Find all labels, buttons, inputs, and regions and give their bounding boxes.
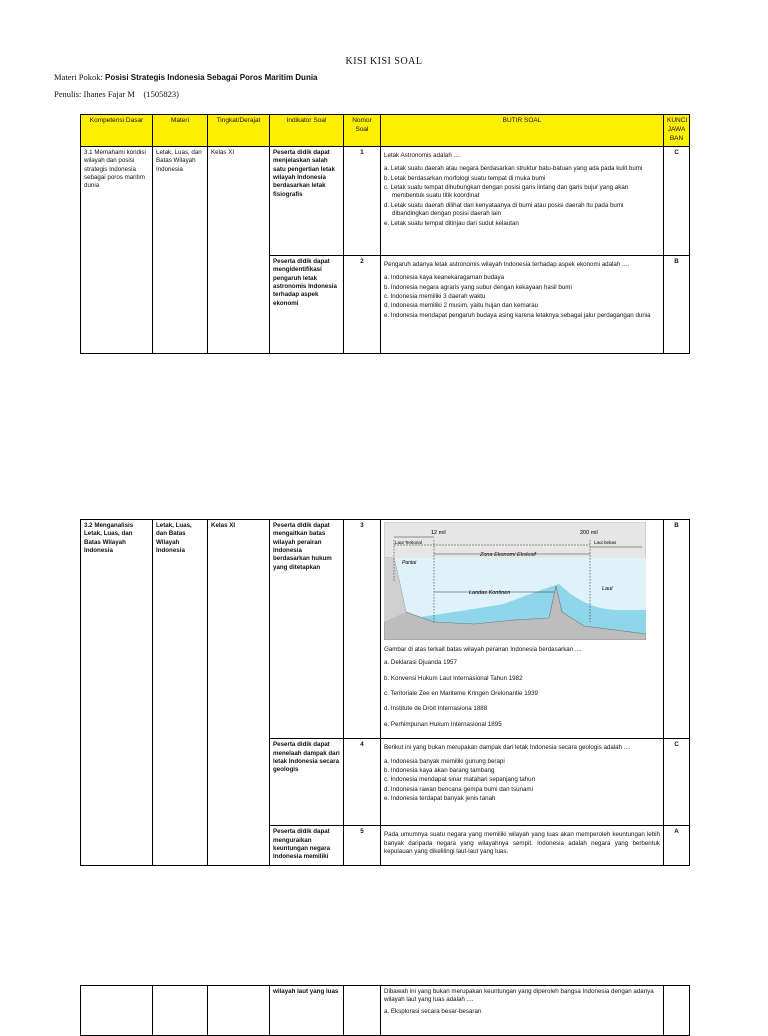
- nomor-cell: 1: [344, 147, 381, 256]
- label-laut: Laut: [602, 586, 613, 592]
- question-text: Gambar di atas terkait batas wilayah perairan Indonesia berdasarkan ....: [384, 646, 582, 653]
- option-b: b. Konvensi Hukum Laut Internasional Tahun 1982: [384, 674, 523, 682]
- indikator-cell: Peserta didik dapat menelaah dampak dari letak Indonesia secara geologis: [270, 739, 344, 826]
- penulis-line: [54, 89, 179, 99]
- materi-cell: [153, 986, 208, 1036]
- option-e: e. Letak suatu tempat ditinjau dari sudut kelautan: [384, 219, 519, 227]
- nomor-cell: 4: [344, 739, 381, 826]
- option-d: d. Institute de Droit Internasiona 1888: [384, 705, 488, 713]
- kd-cell: 3.2 Menganalisis Letak, Luas, dan Batas Wilayah Indonesia: [81, 520, 153, 866]
- header-materi: Materi: [153, 115, 208, 147]
- option-b: b. Indonesia negara agraris yang subur dengan kekayaan hasil bumi: [384, 283, 572, 291]
- question-cell: [381, 986, 664, 1036]
- kunci-cell: A: [664, 826, 690, 866]
- kunci-cell: B: [664, 520, 690, 739]
- kunci-cell: B: [664, 256, 690, 354]
- header-indikator: Indikator Soal: [270, 115, 344, 147]
- question-text: Pengaruh adanya letak astronomis wilayah Indonesia terhadap aspek ekonomi adalah ....: [384, 261, 629, 268]
- kisi-table-2: [80, 519, 690, 866]
- kisi-table-1: [80, 114, 690, 354]
- question-cell: [381, 256, 664, 354]
- header-nomor: Nomor Soal: [344, 115, 381, 147]
- indikator-cell: Peserta didik dapat menjelaskan salah satu pengertian letak wilayah Indonesia berdasarkan letak fisiografis: [270, 147, 344, 256]
- question-text: Berikut ini yang bukan merupakan dampak dari letak Indonesia secara geologis adalah ....: [384, 744, 631, 752]
- indikator-cell: wilayah laut yang luas: [270, 986, 344, 1036]
- option-b: b. Letak berdasarkan morfologi suatu tempat di muka bumi: [384, 174, 546, 182]
- indikator-cell: Peserta didik dapat menguraikan keuntungan negara Indonesia memiliki: [270, 826, 344, 866]
- option-e: e. Perhimpunan Hukum Internasional 1895: [384, 720, 502, 728]
- question-cell: [381, 826, 664, 866]
- option-b: b. Indonesia kaya akan barang tambang: [384, 766, 495, 774]
- nomor-cell: 3: [344, 520, 381, 739]
- materi-cell: Letak, Luas, dan Batas Wilayah Indonesia: [153, 147, 208, 354]
- table-row: [81, 986, 690, 1036]
- nomor-cell: [344, 986, 381, 1036]
- label-laut-bebas: Laut bebas: [594, 540, 617, 545]
- option-c: c. Indonesia memiliki 3 daerah waktu: [384, 293, 486, 301]
- kisi-table-3: [80, 985, 690, 1036]
- penulis-label: Penulis: Ihanes Fajar M: [54, 89, 135, 99]
- table-row: [81, 147, 690, 256]
- materi-cell: Letak, Luas, dan Batas Wilayah Indonesia: [153, 520, 208, 866]
- label-laut-teritorial: Laut Teritorial: [395, 540, 422, 545]
- sea-boundary-diagram: [384, 522, 646, 640]
- tingkat-cell: [208, 986, 270, 1036]
- question-text: Pada umumnya suatu negara yang memiliki wilayah yang luas akan memperoleh keuntungan lebih banyak daripada negara yang wilayahnya sempit. Indonesia adalah negara yang berbentuk kepulauan yang dikelilingi laut-laut yang luas.: [384, 831, 660, 855]
- kunci-cell: C: [664, 147, 690, 256]
- header-tingkat: Tingkat/Derajat: [208, 115, 270, 147]
- option-a: a. Deklarasi Djuanda 1957: [384, 659, 457, 667]
- option-c: c. Teritoriale Zee en Mariteme Kringen Orelonantie 1939: [384, 690, 538, 698]
- indikator-cell: Peserta didik dapat mengaitkan batas wilayah perairan Indonesia berdasarkan hukum yang ditetapkan: [270, 520, 344, 739]
- question-cell: [381, 520, 664, 739]
- indikator-cell: Peserta didik dapat mengidentifikasi pengaruh letak astronomis Indonesia terhadap aspek ekonomi: [270, 256, 344, 354]
- header-kunci: KUNCI JAWA BAN: [664, 115, 690, 147]
- option-d: d. Indonesia rawan bencana gempa bumi dan tsunami: [384, 785, 533, 793]
- kd-cell: 3.1 Memahami kondisi wilayah dan posisi strategis Indonesia sebagai poros maritim dunia: [81, 147, 153, 354]
- kunci-cell: C: [664, 739, 690, 826]
- option-c: c. Letak suatu tempat dihubungkan dengan posisi garis lintang dan garis bujur yang akan membentuk suatu titik koordinat: [384, 184, 629, 200]
- document-title: KISI KISI SOAL: [345, 56, 423, 67]
- label-landas-kontinen: Landas Kontinen: [469, 590, 511, 596]
- option-c: c. Indonesia mendapat sinar matahari sepanjang tahun: [384, 776, 536, 784]
- header-butir: BUTIR SOAL: [381, 115, 664, 147]
- question-cell: [381, 739, 664, 826]
- option-a: a. Indonesia kaya keanekaragaman budaya: [384, 274, 505, 282]
- materi-value: Posisi Strategis Indonesia Sebagai Poros Maritim Dunia: [105, 73, 318, 82]
- header-row: [81, 115, 690, 147]
- nomor-cell: 2: [344, 256, 381, 354]
- question-cell: [381, 147, 664, 256]
- tingkat-cell: Kelas XI: [208, 520, 270, 866]
- nomor-cell: 5: [344, 826, 381, 866]
- option-a: a. Letak suatu daerah atau negara berdasarkan struktur batu-batuan yang ada pada kulit bumi: [384, 165, 643, 173]
- materi-label: Materi Pokok:: [54, 72, 103, 82]
- table-row: [81, 520, 690, 739]
- option-a: a. Eksplorasi secara besar-besaran: [384, 1007, 482, 1015]
- materi-pokok-line: [54, 72, 318, 82]
- option-e: e. Indonesia mendapat pengaruh budaya asing karena letaknya sebagai jalur perdagangan dunia: [384, 311, 651, 319]
- label-zee: Zona Ekonomi Ekslusif: [480, 552, 536, 558]
- option-e: e. Indonesia terdapat banyak jenis tanah: [384, 794, 496, 802]
- header-kd: Kompetensi Dasar: [81, 115, 153, 147]
- penulis-nim: (1505823): [143, 89, 179, 99]
- option-d: d. Letak suatu daerah dilihat dari kenyataanya di bumi atau posisi daerah itu pada bumi dibandingkan dengan posisi daerah lain: [384, 201, 624, 218]
- label-12-mil: 12 mil: [431, 530, 446, 536]
- kunci-cell: [664, 986, 690, 1036]
- question-text: Letak Astronomis adalah ....: [384, 152, 461, 159]
- label-pantai: Pantai: [402, 560, 417, 566]
- question-text: Dibawah ini yang bukan merupakan keuntungan yang diperoleh bangsa Indonesia dengan adanya wilayah laut yang luas adalah ....: [384, 988, 654, 1004]
- kd-cell: [81, 986, 153, 1036]
- tingkat-cell: Kelas XI: [208, 147, 270, 354]
- option-d: d. Indonesia memiliki 2 musim, yaitu hujan dan kemarau: [384, 302, 539, 310]
- label-200-mil: 200 mil: [580, 530, 598, 536]
- option-a: a. Indonesia banyak memiliki gunung berapi: [384, 757, 505, 765]
